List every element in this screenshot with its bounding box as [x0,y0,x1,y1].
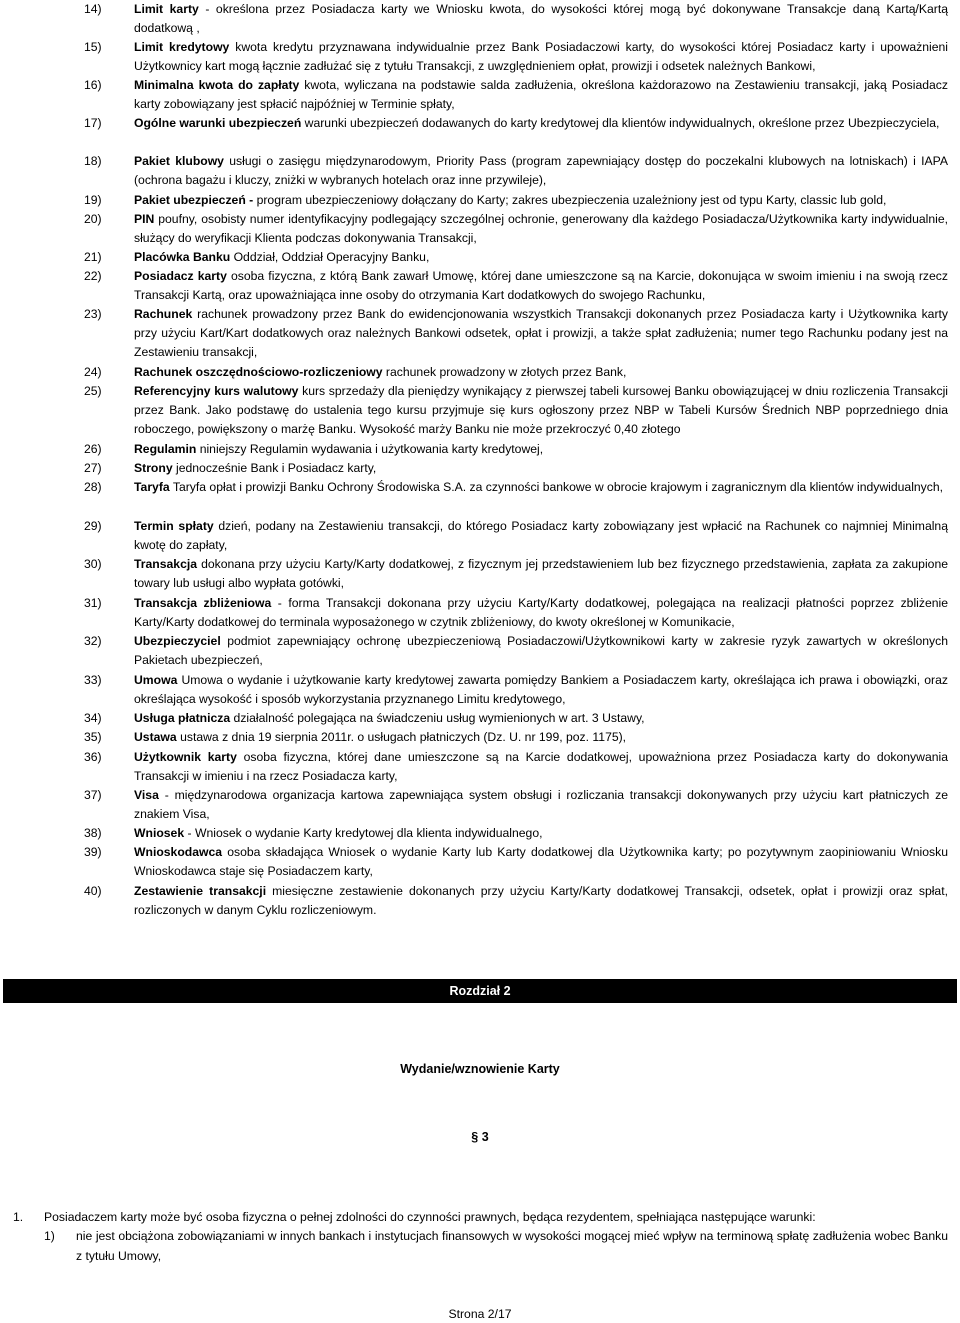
term: Regulamin [134,442,197,456]
term: Transakcja zbliżeniowa [134,596,272,610]
definition-text: kwota, wyliczana na podstawie salda zadłużenia, określona każdorazowo na Zestawieniu transakcji, jaką Posiadacz karty zobowiązany jest spłacić najpóźniej w Terminie spłaty, [134,78,948,112]
definition-text: - międzynarodowa organizacja kartowa zapewniająca system obsługi i rozliczania transakcji dokonywanych przy użyciu kart płatniczych ze znakiem Visa, [134,788,948,822]
definition-item [84,786,948,824]
definition-item [84,632,948,670]
definition-item [84,709,948,728]
definition-item [84,459,948,478]
definition-text: osoba składająca Wniosek o wydanie Karty lub Karty dodatkowej dla Użytkownika karty; po pozytywnym zaopiniowaniu Wniosku Wnioskodawca staje się Posiadaczem karty, [134,845,948,879]
definition-text: poufny, osobisty numer identyfikacyjny podlegający szczególnej ochronie, generowany dla każdego Posiadacza/Użytkownika karty indywidualnie, służący do weryfikacji Klienta podczas dokonywania Transakcji, [134,212,948,246]
item-number: 20) [84,212,102,226]
term: Placówka Banku [134,250,231,264]
term: Rachunek [134,307,193,321]
definition-item [84,114,948,133]
definition-item [84,76,948,114]
term: Termin spłaty [134,519,214,533]
definition-text: dokonana przy użyciu Karty/Karty dodatkowej, z fizycznym jej przedstawieniem lub bez fizycznego przedstawienia, zapłata za zakupione towary lub usługi albo wypłata gotówki, [134,557,948,591]
definition-text: Umowa o wydanie i użytkowanie karty kredytowej zawarta pomiędzy Bankiem a Posiadaczem karty, określająca ich prawa i obowiązki, oraz określająca wysokość i sposób wykorzystania przyznanego Limitu kredytowego, [134,673,948,707]
definition-item [84,191,948,210]
definition-item [84,517,948,555]
item-number: 24) [84,365,102,379]
definition-item [84,248,948,267]
term: Pakiet klubowy [134,154,224,168]
definition-item [84,38,948,76]
item-number: 19) [84,193,102,207]
term: Strony [134,461,173,475]
sub-item-number: 1) [44,1229,55,1243]
item-number: 27) [84,461,102,475]
item-number: 26) [84,442,102,456]
definition-item [84,152,948,190]
item-number: 32) [84,634,102,648]
item-number: 14) [84,2,102,16]
chapter-heading: Rozdział 2 [3,979,957,1003]
paragraph [13,1208,948,1227]
term: Pakiet ubezpieczeń - [134,193,254,207]
item-number: 31) [84,596,102,610]
definition-text: - Wniosek o wydanie Karty kredytowej dla klienta indywidualnego, [184,826,543,840]
term: Taryfa [134,480,170,494]
definition-item [84,824,948,843]
definition-item [84,210,948,248]
term: Usługa płatnicza [134,711,231,725]
definition-text: - forma Transakcji dokonana przy użyciu Karty/Karty dodatkowej, polegająca na realizacji płatności poprzez zbliżenie Karty/Karty dodatkowej do terminala wyposażonego w czytnik zbliżeniowy, do kwoty określonej w Komunikacie, [134,596,948,630]
term: Referencyjny kurs walutowy [134,384,299,398]
term: Wniosek [134,826,185,840]
definition-text: warunki ubezpieczeń dodawanych do karty kredytowej dla klientów indywidualnych, określone przez Ubezpieczyciela, [301,116,940,130]
definition-item [84,748,948,786]
definition-text: Oddział, Oddział Operacyjny Banku, [230,250,430,264]
sub-item [44,1227,948,1266]
section-sign: § 3 [471,1130,489,1144]
definition-item [84,267,948,305]
paragraph-text: Posiadaczem karty może być osoba fizyczna o pełnej zdolności do czynności prawnych, będąca rezydentem, spełniająca następujące warunki: [44,1210,816,1224]
term: Umowa [134,673,178,687]
term: PIN [134,212,155,226]
definition-text: niniejszy Regulamin wydawania i użytkowania karty kredytowej, [196,442,544,456]
definition-item [84,0,948,38]
term: Ubezpieczyciel [134,634,221,648]
sub-item-text: nie jest obciążona zobowiązaniami w innych bankach i instytucjach finansowych w wysokości mogącej mieć wpływ na terminową spłatę zadłużenia wobec Banku z tytułu Umowy, [76,1229,948,1263]
item-number: 28) [84,480,102,494]
definition-text: program ubezpieczeniowy dołączany do Karty; zakres ubezpieczenia uzależniony jest od typu Karty, classic lub gold, [253,193,887,207]
definition-text: usługi o zasięgu międzynarodowym, Priority Pass (program zapewniający dostęp do poczekalni klubowych na lotniskach) i IAPA (ochrona bagażu i kluczy, zniżki w wybranych hotelach oraz inne przywileje), [134,154,948,188]
definition-item [84,671,948,709]
definition-text: miesięczne zestawienie dokonanych przy użyciu Karty/Karty dodatkowej Transakcji, odsetek, opłat i prowizji oraz spłat, rozliczonych w danym Cyklu rozliczeniowym. [134,884,948,918]
definition-item [84,555,948,593]
item-number: 35) [84,730,102,744]
definition-item [84,363,948,382]
chapter-subtitle: Wydanie/wznowienie Karty [400,1062,560,1076]
item-number: 18) [84,154,102,168]
item-number: 25) [84,384,102,398]
item-number: 37) [84,788,102,802]
item-number: 36) [84,750,102,764]
item-number: 23) [84,307,102,321]
definition-item [84,305,948,363]
item-number: 21) [84,250,102,264]
definition-text: kurs sprzedaży dla pieniędzy wynikający z pierwszej tabeli kursowej Banku obowiązującej w dniu rozliczenia Transakcji przez Bank. Jako podstawę do ustalenia tego kursu przyjmuje się kurs ogłoszony przez NBP w Tabeli Kursów Średnich NBP poprzedniego dnia roboczego, powiększony o marżę Banku. Wysokość marży Banku nie może przekroczyć 0,40 złotego [134,384,948,437]
item-number: 39) [84,845,102,859]
definition-text: jednocześnie Bank i Posiadacz karty, [172,461,377,475]
item-number: 40) [84,884,102,898]
term: Limit kredytowy [134,40,230,54]
definition-item [84,382,948,440]
term: Ogólne warunki ubezpieczeń [134,116,302,130]
item-number: 15) [84,40,102,54]
definition-item [84,594,948,632]
term: Limit karty [134,2,199,16]
item-number: 38) [84,826,102,840]
definition-text: rachunek prowadzony przez Bank do ewidencjonowania wszystkich Transakcji dokonanych przez Posiadacza karty i Użytkownika karty przy użyciu Kart/Kart dodatkowych oraz należnych Bankowi odsetek, opłat i prowizji, a także spłat zadłużenia; numer tego Rachunku podany jest na Zestawieniu transakcji, [134,307,948,360]
item-number: 16) [84,78,102,92]
page-number: Strona 2/17 [448,1307,512,1321]
definition-text: ustawa z dnia 19 sierpnia 2011r. o usługach płatniczych (Dz. U. nr 199, poz. 1175), [176,730,627,744]
item-number: 30) [84,557,102,571]
term: Zestawienie transakcji [134,884,267,898]
item-number: 34) [84,711,102,725]
paragraph-number: 1. [13,1210,24,1224]
term: Użytkownik karty [134,750,237,764]
definition-item [84,728,948,747]
definition-text: osoba fizyczna, której dane umieszczone są na Karcie dodatkowej, upoważniona przez Posiadacza karty do dokonywania Transakcji w imieniu i na rzecz Posiadacza karty, [134,750,948,784]
term: Minimalna kwota do zapłaty [134,78,300,92]
term: Posiadacz karty [134,269,227,283]
definition-text: dzień, podany na Zestawieniu transakcji, do którego Posiadacz karty zobowiązany jest wpłacić na Rachunek co najmniej Minimalną kwotę do zapłaty, [134,519,948,553]
definition-text: podmiot zapewniający ochronę ubezpieczeniową Posiadaczowi/Użytkownikowi karty w zakresie ryzyk zawartych w określonych Pakietach ubezpieczeń, [134,634,948,668]
definition-text: kwota kredytu przyznawana indywidualnie przez Bank Posiadaczowi karty, do wysokości której Posiadacz karty i upoważnieni Użytkownicy kart mogą łącznie zadłużać się z tytułu Transakcji, z uwzględnieniem opłat, prowizji i odsetek należnych Bankowi, [134,40,948,74]
term: Rachunek oszczędnościowo-rozliczeniowy [134,365,383,379]
definition-text: działalność polegająca na świadczeniu usług wymienionych w art. 3 Ustawy, [230,711,645,725]
item-number: 17) [84,116,102,130]
term: Transakcja [134,557,198,571]
term: Visa [134,788,159,802]
definition-text: rachunek prowadzony w złotych przez Bank, [382,365,627,379]
term: Ustawa [134,730,177,744]
item-number: 29) [84,519,102,533]
definition-item [84,440,948,459]
definition-item [84,478,948,497]
definition-item [84,843,948,881]
definition-text: osoba fizyczna, z którą Bank zawarł Umowę, której dane umieszczone są na Karcie, dokonująca w swoim imieniu i na swoją rzecz Transakcji Kartą, oraz upoważniająca inne osoby do otrzymania Kart dodatkowych do swojego Rachunku, [134,269,948,303]
definition-text: - określona przez Posiadacza karty we Wniosku kwota, do wysokości której mogą być dokonywane Transakcje daną Kartą/Kartą dodatkową , [134,2,948,36]
item-number: 22) [84,269,102,283]
definition-text: Taryfa opłat i prowizji Banku Ochrony Środowiska S.A. za czynności bankowe w obrocie krajowym i zagranicznym dla klientów indywidualnych, [169,480,944,494]
item-number: 33) [84,673,102,687]
definition-item [84,882,948,920]
term: Wnioskodawca [134,845,223,859]
